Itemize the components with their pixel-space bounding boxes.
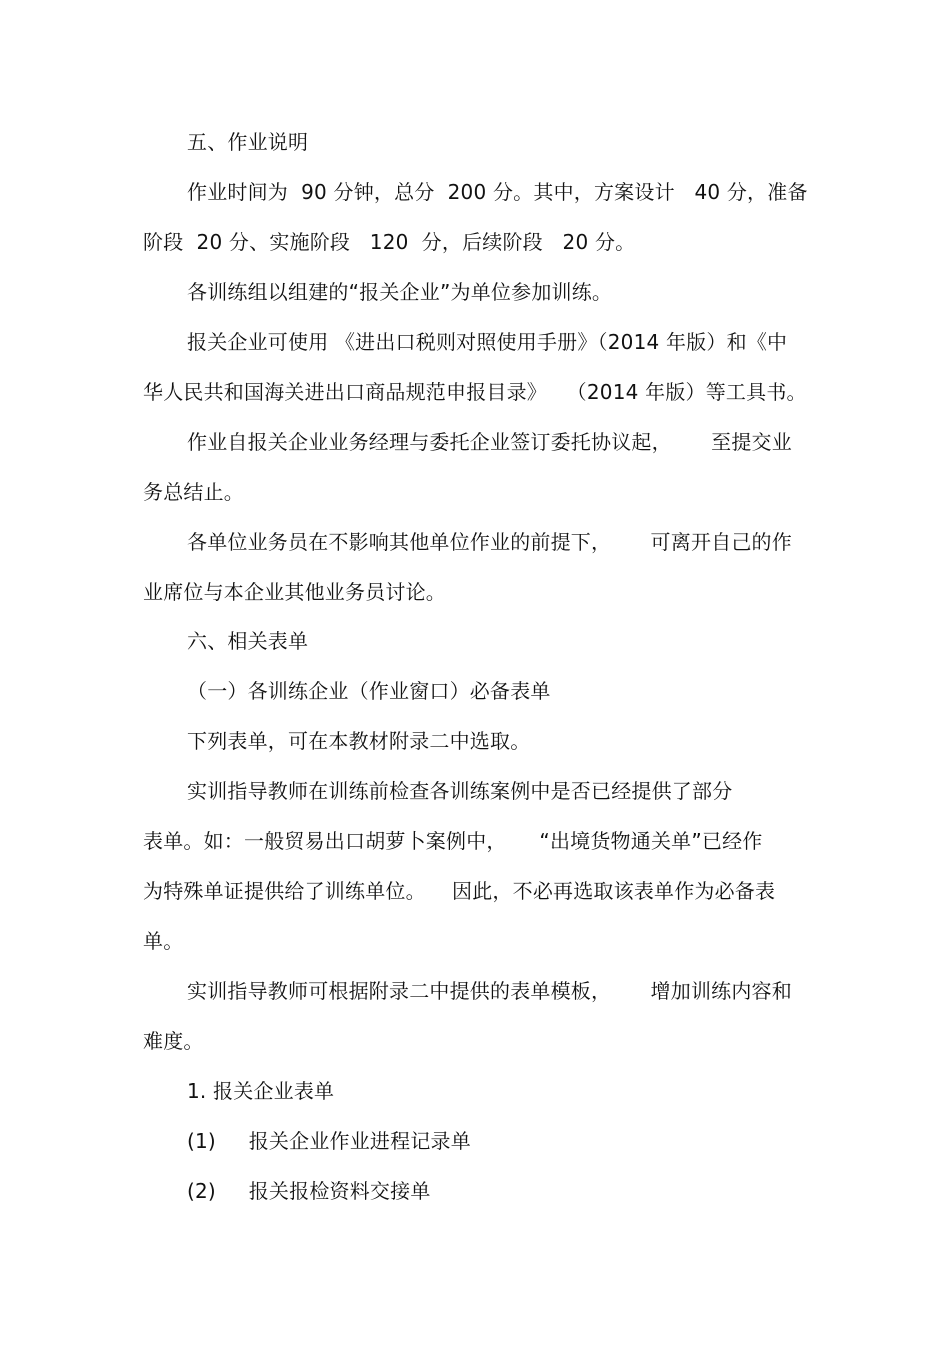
paragraph-line: 难度。 — [143, 1029, 204, 1053]
paragraph-line: 阶段 20 分、实施阶段 120 分，后续阶段 20 分。 — [143, 230, 636, 254]
paragraph-line: 务总结止。 — [143, 480, 244, 504]
paragraph-line: 各单位业务员在不影响其他单位作业的前提下， 可离开自己的作 — [187, 530, 792, 554]
paragraph-line: 实训指导教师可根据附录二中提供的表单模板， 增加训练内容和 — [187, 979, 792, 1003]
paragraph-line: 华人民共和国海关进出口商品规范申报目录》 （2014 年版）等工具书。 — [143, 380, 807, 404]
paragraph-line: 业席位与本企业其他业务员讨论。 — [143, 580, 446, 604]
paragraph-line: 单。 — [143, 929, 184, 953]
list-item: (1) 报关企业作业进程记录单 — [187, 1129, 471, 1153]
list-item: (2) 报关报检资料交接单 — [187, 1179, 431, 1203]
paragraph-line: 报关企业可使用 《进出口税则对照使用手册》（2014 年版）和《中 — [187, 330, 788, 354]
paragraph-line: 各训练组以组建的“报关企业”为单位参加训练。 — [187, 280, 613, 304]
paragraph-line: 表单。如：一般贸易出口胡萝卜案例中， “出境货物通关单”已经作 — [143, 829, 763, 853]
paragraph-line: 实训指导教师在训练前检查各训练案例中是否已经提供了部分 — [187, 779, 733, 803]
paragraph-line: 下列表单，可在本教材附录二中选取。 — [187, 729, 531, 753]
list-heading: 1. 报关企业表单 — [187, 1079, 335, 1103]
paragraph-line: 作业自报关企业业务经理与委托企业签订委托协议起， 至提交业 — [187, 430, 792, 454]
paragraph-line: 作业时间为 90 分钟，总分 200 分。其中，方案设计 40 分，准备 — [187, 180, 808, 204]
section-heading-5: 五、作业说明 — [187, 130, 309, 154]
paragraph-line: 为特殊单证提供给了训练单位。 因此，不必再选取该表单作为必备表 — [143, 879, 776, 903]
subsection-heading: （一）各训练企业（作业窗口）必备表单 — [187, 679, 551, 703]
section-heading-6: 六、相关表单 — [187, 629, 309, 653]
